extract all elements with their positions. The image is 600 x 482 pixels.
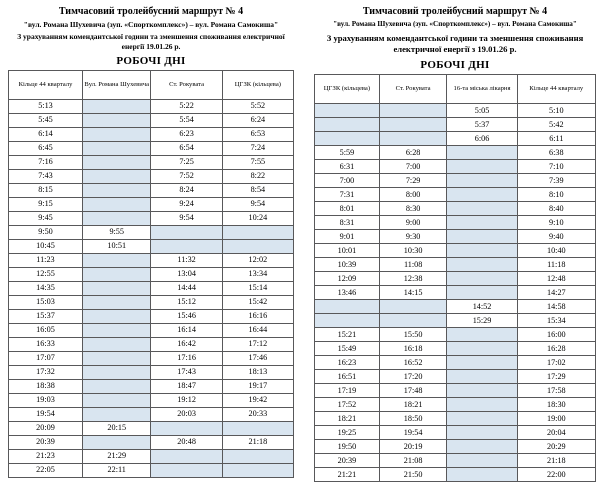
table-row [315,272,596,286]
left-days-label: РОБОЧІ ДНІ [116,54,186,67]
table-row [9,211,294,225]
time-cell: 17:16 [151,351,222,365]
table-row [315,370,596,384]
empty-cell [82,365,151,379]
time-cell: 18:38 [9,379,83,393]
empty-cell [315,314,380,328]
time-cell: 17:02 [517,356,595,370]
empty-cell [447,230,517,244]
right-title-block [314,0,596,56]
table-row [9,323,294,337]
empty-cell [82,99,151,113]
empty-cell [82,155,151,169]
table-row [315,160,596,174]
empty-cell [151,239,222,253]
right-col-header-1: Ст. Рокувата [379,75,447,104]
empty-cell [315,132,380,146]
table-row [9,351,294,365]
table-row [9,337,294,351]
table-row [315,440,596,454]
time-cell: 9:00 [379,216,447,230]
table-row [315,216,596,230]
right-col-header-2: 16-та міська лікарня [447,75,517,104]
empty-cell [82,113,151,127]
table-row [315,468,596,482]
table-row [315,384,596,398]
time-cell: 16:00 [517,328,595,342]
empty-cell [82,197,151,211]
time-cell: 5:10 [517,104,595,118]
empty-cell [379,104,447,118]
time-cell: 19:54 [9,407,83,421]
time-cell: 9:40 [517,230,595,244]
empty-cell [82,309,151,323]
time-cell: 20:15 [82,421,151,435]
empty-cell [447,146,517,160]
table-row [315,202,596,216]
table-row [315,244,596,258]
table-row [315,146,596,160]
time-cell: 18:50 [379,412,447,426]
time-cell: 6:31 [315,160,380,174]
time-cell: 19:50 [315,440,380,454]
empty-cell [151,463,222,477]
empty-cell [447,342,517,356]
right-route-endpoints: "вул. Романа Шухевича (зуп. «Спорткомплекс») – вул. Романа Самокиша" [333,19,577,28]
table-row [9,365,294,379]
empty-cell [82,323,151,337]
empty-cell [379,132,447,146]
time-cell: 12:09 [315,272,380,286]
time-cell: 15:03 [9,295,83,309]
empty-cell [447,174,517,188]
left-table-body [9,99,294,477]
time-cell: 21:18 [222,435,293,449]
time-cell: 20:33 [222,407,293,421]
time-cell: 19:00 [517,412,595,426]
time-cell: 7:10 [517,160,595,174]
right-col-header-0: ЦГЗК (кільцева) [315,75,380,104]
time-cell: 15:14 [222,281,293,295]
empty-cell [82,253,151,267]
time-cell: 15:21 [315,328,380,342]
time-cell: 5:37 [447,118,517,132]
time-cell: 10:30 [379,244,447,258]
time-cell: 17:58 [517,384,595,398]
time-cell: 7:00 [379,160,447,174]
time-cell: 11:32 [151,253,222,267]
time-cell: 13:34 [222,267,293,281]
table-row [9,127,294,141]
time-cell: 8:40 [517,202,595,216]
time-cell: 17:20 [379,370,447,384]
table-row [9,463,294,477]
time-cell: 12:02 [222,253,293,267]
left-title-block [8,0,294,53]
empty-cell [447,384,517,398]
right-route-title: Тимчасовий тролейбусний маршрут № 4 [362,6,548,17]
time-cell: 5:59 [315,146,380,160]
time-cell: 15:46 [151,309,222,323]
table-row [315,300,596,314]
empty-cell [447,426,517,440]
time-cell: 7:55 [222,155,293,169]
empty-cell [222,239,293,253]
empty-cell [447,370,517,384]
table-row [9,239,294,253]
table-row [9,197,294,211]
time-cell: 12:48 [517,272,595,286]
empty-cell [222,225,293,239]
empty-cell [447,160,517,174]
empty-cell [447,272,517,286]
left-route-endpoints: "вул. Романа Шухевича (зуп. «Спорткомплекс») – вул. Романа Самокиша" [23,19,279,29]
time-cell: 14:15 [379,286,447,300]
empty-cell [82,127,151,141]
time-cell: 21:21 [315,468,380,482]
time-cell: 17:29 [517,370,595,384]
time-cell: 9:55 [82,225,151,239]
time-cell: 16:28 [517,342,595,356]
time-cell: 9:30 [379,230,447,244]
empty-cell [82,407,151,421]
left-col-header-2: Ст. Рокувата [151,70,222,99]
table-row [315,426,596,440]
time-cell: 11:23 [9,253,83,267]
time-cell: 10:39 [315,258,380,272]
time-cell: 6:54 [151,141,222,155]
time-cell: 10:24 [222,211,293,225]
table-row [9,435,294,449]
left-col-header-3: ЦГЗК (кільцева) [222,70,293,99]
empty-cell [151,225,222,239]
table-row [315,104,596,118]
time-cell: 16:33 [9,337,83,351]
time-cell: 9:10 [517,216,595,230]
time-cell: 8:31 [315,216,380,230]
table-row [315,132,596,146]
time-cell: 8:54 [222,183,293,197]
empty-cell [82,393,151,407]
table-row [9,421,294,435]
time-cell: 11:18 [517,258,595,272]
time-cell: 10:01 [315,244,380,258]
time-cell: 17:07 [9,351,83,365]
time-cell: 19:54 [379,426,447,440]
time-cell: 5:52 [222,99,293,113]
time-cell: 18:21 [315,412,380,426]
right-curfew-note: З урахуванням комендантської години та зменшення споживання електричної енергії з 19.01.26 р. [326,32,584,55]
time-cell: 7:24 [222,141,293,155]
time-cell: 15:50 [379,328,447,342]
table-row [9,225,294,239]
time-cell: 7:00 [315,174,380,188]
empty-cell [82,295,151,309]
table-row [9,169,294,183]
time-cell: 16:16 [222,309,293,323]
right-col-header-3: Кільце 44 кварталу [517,75,595,104]
time-cell: 6:11 [517,132,595,146]
time-cell: 20:03 [151,407,222,421]
time-cell: 12:38 [379,272,447,286]
time-cell: 16:23 [315,356,380,370]
time-cell: 5:42 [517,118,595,132]
time-cell: 16:42 [151,337,222,351]
time-cell: 15:12 [151,295,222,309]
time-cell: 7:52 [151,169,222,183]
time-cell: 21:18 [517,454,595,468]
empty-cell [82,211,151,225]
time-cell: 6:38 [517,146,595,160]
empty-cell [447,454,517,468]
time-cell: 18:30 [517,398,595,412]
time-cell: 14:27 [517,286,595,300]
time-cell: 16:44 [222,323,293,337]
empty-cell [82,183,151,197]
left-route-title: Тимчасовий тролейбусний маршрут № 4 [58,6,244,17]
time-cell: 6:23 [151,127,222,141]
table-row [9,379,294,393]
time-cell: 15:42 [222,295,293,309]
table-row [315,286,596,300]
time-cell: 20:48 [151,435,222,449]
left-schedule-panel [0,0,300,475]
table-row [9,253,294,267]
empty-cell [315,300,380,314]
table-row [9,281,294,295]
time-cell: 13:46 [315,286,380,300]
table-row [9,295,294,309]
time-cell: 21:08 [379,454,447,468]
empty-cell [447,216,517,230]
left-table-header-row [9,70,294,99]
time-cell: 20:29 [517,440,595,454]
right-table-header-row [315,75,596,104]
empty-cell [151,421,222,435]
empty-cell [447,398,517,412]
time-cell: 10:51 [82,239,151,253]
empty-cell [447,440,517,454]
empty-cell [447,328,517,342]
time-cell: 15:29 [447,314,517,328]
time-cell: 18:13 [222,365,293,379]
empty-cell [222,449,293,463]
time-cell: 18:47 [151,379,222,393]
table-row [315,258,596,272]
time-cell: 21:29 [82,449,151,463]
time-cell: 6:53 [222,127,293,141]
empty-cell [447,188,517,202]
empty-cell [315,118,380,132]
time-cell: 16:52 [379,356,447,370]
time-cell: 16:18 [379,342,447,356]
empty-cell [379,314,447,328]
time-cell: 19:17 [222,379,293,393]
time-cell: 9:54 [222,197,293,211]
time-cell: 5:05 [447,104,517,118]
empty-cell [82,169,151,183]
time-cell: 21:23 [9,449,83,463]
empty-cell [447,202,517,216]
time-cell: 14:58 [517,300,595,314]
table-row [9,113,294,127]
time-cell: 17:52 [315,398,380,412]
time-cell: 22:11 [82,463,151,477]
empty-cell [151,449,222,463]
time-cell: 13:04 [151,267,222,281]
time-cell: 6:14 [9,127,83,141]
empty-cell [447,468,517,482]
table-row [315,188,596,202]
time-cell: 8:15 [9,183,83,197]
time-cell: 9:24 [151,197,222,211]
time-cell: 20:19 [379,440,447,454]
time-cell: 7:39 [517,174,595,188]
table-row [9,393,294,407]
table-row [315,454,596,468]
time-cell: 9:54 [151,211,222,225]
time-cell: 14:44 [151,281,222,295]
time-cell: 7:31 [315,188,380,202]
table-row [315,174,596,188]
time-cell: 12:55 [9,267,83,281]
time-cell: 17:48 [379,384,447,398]
time-cell: 22:00 [517,468,595,482]
table-row [9,267,294,281]
empty-cell [379,300,447,314]
table-row [9,155,294,169]
time-cell: 20:04 [517,426,595,440]
time-cell: 6:24 [222,113,293,127]
left-col-header-0: Кільце 44 кварталу [9,70,83,99]
table-row [9,141,294,155]
time-cell: 7:25 [151,155,222,169]
time-cell: 19:12 [151,393,222,407]
right-days-label: РОБОЧІ ДНІ [420,59,490,72]
time-cell: 8:24 [151,183,222,197]
time-cell: 15:49 [315,342,380,356]
empty-cell [379,118,447,132]
time-cell: 6:28 [379,146,447,160]
time-cell: 21:50 [379,468,447,482]
time-cell: 17:32 [9,365,83,379]
empty-cell [447,356,517,370]
table-row [9,183,294,197]
time-cell: 8:10 [517,188,595,202]
empty-cell [447,258,517,272]
time-cell: 5:13 [9,99,83,113]
time-cell: 9:15 [9,197,83,211]
table-row [315,328,596,342]
time-cell: 17:43 [151,365,222,379]
time-cell: 15:34 [517,314,595,328]
time-cell: 19:25 [315,426,380,440]
time-cell: 17:46 [222,351,293,365]
time-cell: 14:52 [447,300,517,314]
time-cell: 8:22 [222,169,293,183]
table-row [9,99,294,113]
time-cell: 7:29 [379,174,447,188]
time-cell: 19:42 [222,393,293,407]
time-cell: 17:12 [222,337,293,351]
table-row [315,412,596,426]
time-cell: 9:01 [315,230,380,244]
time-cell: 16:51 [315,370,380,384]
time-cell: 10:40 [517,244,595,258]
table-row [315,398,596,412]
time-cell: 8:00 [379,188,447,202]
time-cell: 10:45 [9,239,83,253]
empty-cell [82,351,151,365]
table-row [9,449,294,463]
time-cell: 20:39 [9,435,83,449]
time-cell: 8:01 [315,202,380,216]
time-cell: 11:08 [379,258,447,272]
table-row [9,309,294,323]
time-cell: 5:45 [9,113,83,127]
empty-cell [82,337,151,351]
time-cell: 20:09 [9,421,83,435]
table-row [315,230,596,244]
time-cell: 9:45 [9,211,83,225]
time-cell: 6:45 [9,141,83,155]
time-cell: 5:22 [151,99,222,113]
right-schedule-table [314,74,596,482]
table-row [315,314,596,328]
empty-cell [82,141,151,155]
right-table-body [315,104,596,482]
table-row [9,407,294,421]
time-cell: 7:16 [9,155,83,169]
time-cell: 7:43 [9,169,83,183]
empty-cell [447,244,517,258]
time-cell: 8:30 [379,202,447,216]
left-schedule-table [8,70,294,478]
empty-cell [222,421,293,435]
time-cell: 5:54 [151,113,222,127]
table-row [315,118,596,132]
right-schedule-panel [300,0,600,479]
empty-cell [82,267,151,281]
time-cell: 19:03 [9,393,83,407]
time-cell: 16:14 [151,323,222,337]
empty-cell [447,286,517,300]
time-cell: 15:37 [9,309,83,323]
time-cell: 6:06 [447,132,517,146]
time-cell: 22:05 [9,463,83,477]
time-cell: 16:05 [9,323,83,337]
table-row [315,342,596,356]
empty-cell [82,435,151,449]
time-cell: 14:35 [9,281,83,295]
empty-cell [222,463,293,477]
time-cell: 9:50 [9,225,83,239]
left-col-header-1: Вул. Романа Шухевича [82,70,151,99]
time-cell: 17:19 [315,384,380,398]
empty-cell [315,104,380,118]
empty-cell [447,412,517,426]
table-row [315,356,596,370]
empty-cell [82,379,151,393]
time-cell: 18:21 [379,398,447,412]
left-curfew-note: З урахуванням комендантської години та зменшення споживання електричної енергії 19.01.26 р. [17,32,285,52]
empty-cell [82,281,151,295]
time-cell: 20:39 [315,454,380,468]
